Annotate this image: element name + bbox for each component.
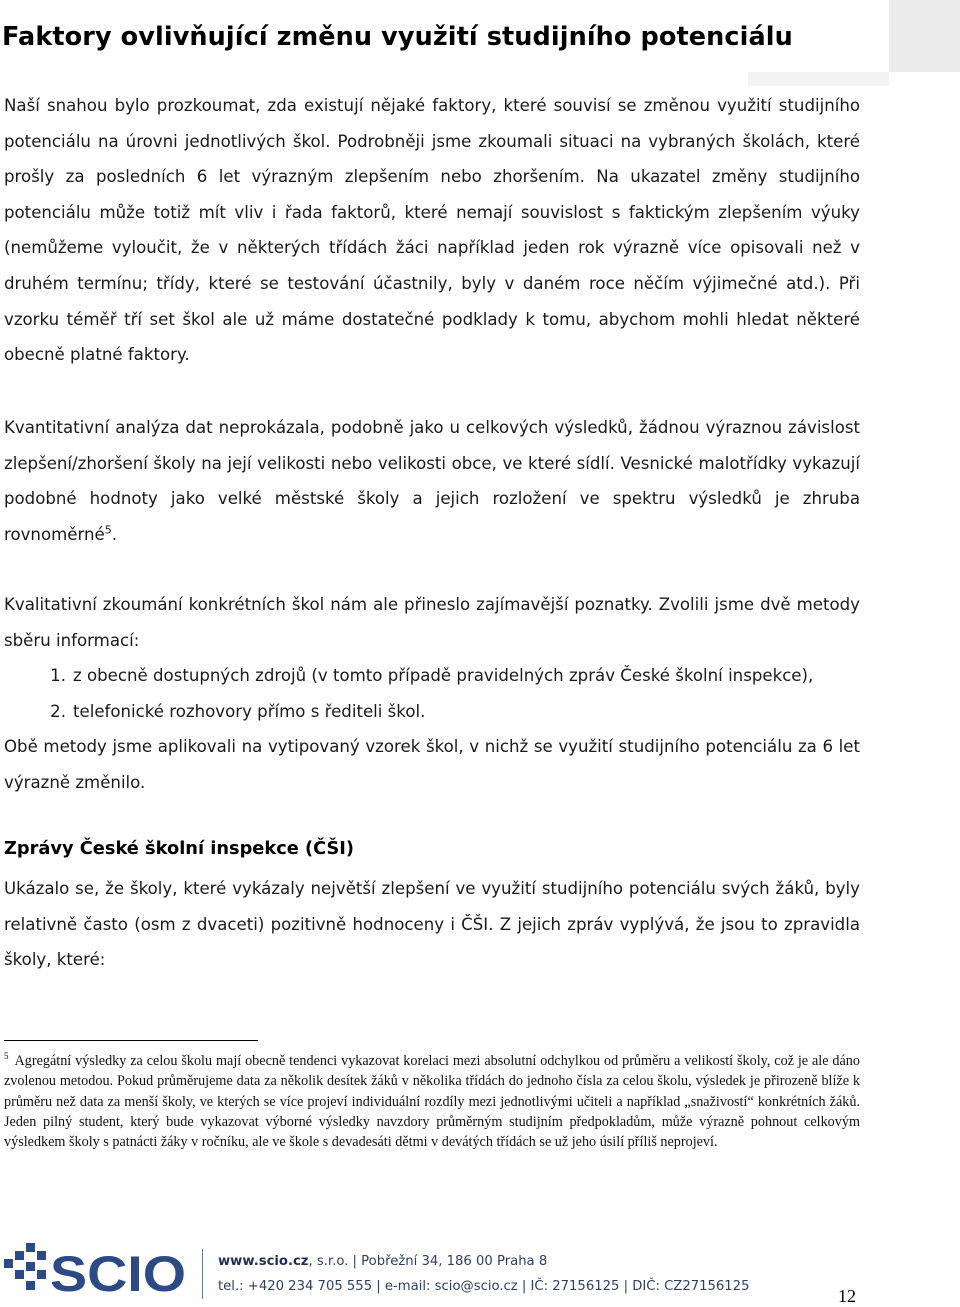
footnote-text: Agregátní výsledky za celou školu mají obecně tendenci vykazovat korelaci mezi absolutní odchylkou od průměru a velikostí školy, což je ale dáno zvolenou metodou. Pokud průměrujeme data za několik desítek žáků v několika třídách do jednoho čísla za celou školu, výsledek je přirozeně blíže k průměru než data za menší školy, ve kterých se více projeví individuální rozdíly mezi jednotlivými učiteli a například „snaživostí“ konkrétních žáků. Jeden pilný student, který bude vykazovat výborné výsledky navzdory průměrným studijním předpokladům, může výrazně pohnout celkovým výsledkem školy s patnácti žáky v ročníku, ale ve škole s devadesáti dětmi v devátých třídách se už jeho úsilí příliš neprojeví. — [4, 1053, 860, 1151]
list-item-number: 2. — [50, 702, 66, 721]
scio-logo — [4, 1243, 188, 1295]
footnote — [4, 1051, 860, 1152]
paragraph-methods: Obě metody jsme aplikovali na vytipovaný vzorek škol, v nichž se využití studijního potenciálu za 6 let výrazně změnilo. — [4, 737, 860, 792]
corner-decoration-strip — [748, 72, 889, 86]
page-title: Faktory ovlivňující změnu využití studijního potenciálu — [2, 22, 793, 52]
section-heading: Zprávy České školní inspekce (ČŠI) — [4, 838, 355, 859]
paragraph-end-period: . — [111, 524, 118, 544]
paragraph-intro: Naší snahou bylo prozkoumat, zda existují nějaké faktory, které souvisí se změnou využití studijního potenciálu na úrovni jednotlivých škol. Podrobněji jsme zkoumali situaci na vybraných školách, které prošly za posledních 6 let výrazným zlepšením nebo zhoršením. Na ukazatel změny studijního potenciálu může totiž mít vliv i řada faktorů, které nemají souvislost s faktickým zlepšením výuky (nemůžeme vyloučit, že v některých třídách žáci například jeden rok výrazně více opisovali než v druhém termínu; třídy, které se testování účastnily, byly v daném roce něčím výjimečné atd.). Při vzorku téměř tří set škol ale už máme dostatečné podklady k tomu, abychom mohli hledat některé obecně platné faktory. — [4, 96, 860, 365]
paragraph-quantitative — [4, 410, 860, 552]
footer-address — [218, 1254, 547, 1269]
list-item-text: z obecně dostupných zdrojů (v tomto případě pravidelných zpráv České školní inspekce), — [73, 666, 814, 685]
footnote-number: 5 — [4, 1051, 9, 1062]
list-item-text: telefonické rozhovory přímo s řediteli škol. — [73, 702, 426, 721]
paragraph-csi: Ukázalo se, že školy, které vykázaly největší zlepšení ve využití studijního potenciálu svých žáků, byly relativně často (osm z dvaceti) pozitivně hodnoceny i ČŠI. Z jejich zpráv vyplývá, že jsou to zpravidla školy, které: — [4, 879, 860, 970]
footer-divider — [202, 1249, 203, 1299]
list-item-number: 1. — [50, 666, 66, 685]
paragraph-qualitative: Kvalitativní zkoumání konkrétních škol nám ale přineslo zajímavější poznatky. Zvolili jsme dvě metody sběru informací: — [4, 595, 860, 650]
paragraph-quantitative-text: Kvantitativní analýza dat neprokázala, podobně jako u celkových výsledků, žádnou výraznou závislost zlepšení/zhoršení školy na její velikosti nebo velikosti obce, ve které sídlí. Vesnické malotřídky vykazují podobné hodnoty jako velké městské školy a jejich rozložení ve spektru výsledků je zhruba rovnoměrné — [4, 418, 860, 544]
footer-company: , s.r.o. | Pobřežní 34, 186 00 Praha 8 — [308, 1254, 548, 1269]
logo-text: SCIO — [50, 1246, 186, 1295]
page-number: 12 — [838, 1286, 856, 1306]
footer-contact: tel.: +420 234 705 555 | e-mail: scio@scio.cz | IČ: 27156125 | DIČ: CZ27156125 — [218, 1279, 750, 1294]
footnote-reference[interactable]: 5 — [104, 523, 112, 537]
list-item — [4, 658, 860, 694]
footer-website[interactable]: www.scio.cz — [218, 1254, 309, 1269]
footnote-separator — [4, 1040, 258, 1041]
corner-decoration — [889, 0, 960, 72]
list-item — [4, 694, 860, 730]
